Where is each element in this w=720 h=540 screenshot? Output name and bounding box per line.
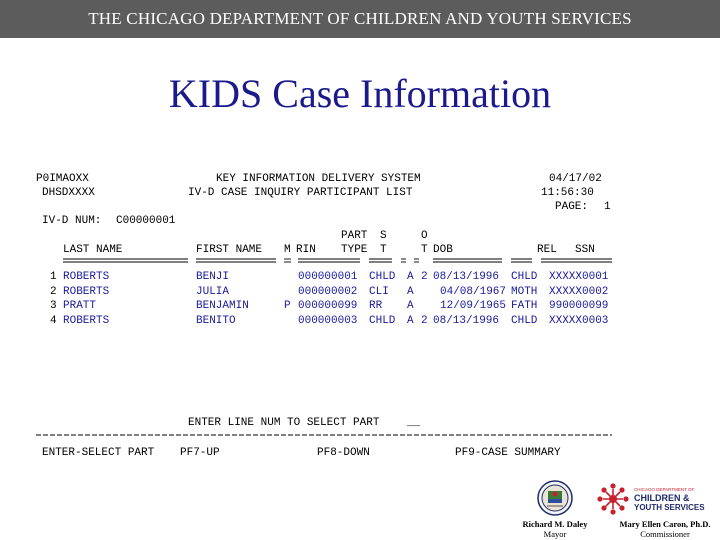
col-rin: RIN: [296, 244, 316, 256]
row-3-type: RR: [369, 300, 383, 312]
divider-line: [0, 432, 720, 438]
row-3-rin: 000000099: [298, 300, 358, 312]
dcys-wordmark-line2: CHILDREN &: [634, 493, 690, 503]
program-id: P0IMAOXX: [36, 173, 89, 185]
row-4-last[interactable]: ROBERTS: [63, 315, 110, 327]
row-3-rel: FATH: [511, 300, 538, 312]
col-last-name: LAST NAME: [63, 244, 123, 256]
fkey-pf8-down[interactable]: PF8-DOWN: [317, 447, 370, 459]
dcys-logo: [593, 482, 633, 521]
mayor-title: Mayor: [543, 529, 567, 539]
col-type: TYPE: [341, 244, 368, 256]
mayor-name: Richard M. Daley: [522, 519, 588, 529]
dcys-wordmark: [634, 487, 718, 513]
col-m: M: [284, 244, 291, 256]
col-o-top: O: [421, 230, 428, 242]
row-1-last[interactable]: ROBERTS: [63, 271, 110, 283]
row-1-rin: 000000001: [298, 271, 358, 283]
row-1-first: BENJI: [196, 271, 230, 283]
city-seal-logo: [537, 480, 573, 521]
page-title: KIDS Case Information: [168, 71, 552, 116]
row-4-rin: 000000003: [298, 315, 358, 327]
commissioner-caption: [612, 519, 718, 539]
row-1-dob: 08/13/1996: [433, 271, 500, 283]
mayor-caption: [505, 519, 605, 539]
row-4-s: A: [407, 315, 414, 327]
row-2-type: CLI: [369, 286, 389, 298]
screen-date: 04/17/02: [549, 173, 602, 185]
row-1-ssn: XXXXX0001: [549, 271, 609, 283]
page-number: 1: [604, 201, 611, 213]
terminal-id: DHSDXXXX: [42, 187, 95, 199]
row-1-type: CHLD: [369, 271, 396, 283]
row-1-s: A: [407, 271, 414, 283]
banner-title: THE CHICAGO DEPARTMENT OF CHILDREN AND YOUTH SERVICES: [88, 9, 632, 28]
col-first-name: FIRST NAME: [196, 244, 263, 256]
row-4-num: 4: [50, 315, 57, 327]
col-t1: T: [380, 244, 387, 256]
row-4-dob: 08/13/1996: [433, 315, 500, 327]
row-4-rel: CHLD: [511, 315, 538, 327]
row-1-o: 2: [421, 271, 428, 283]
row-3-s: A: [407, 300, 414, 312]
col-dob: DOB: [433, 244, 453, 256]
col-rel: REL: [537, 244, 557, 256]
row-2-last[interactable]: ROBERTS: [63, 286, 110, 298]
screen-title: IV-D CASE INQUIRY PARTICIPANT LIST: [188, 187, 413, 199]
row-3-first: BENJAMIN: [196, 300, 249, 312]
row-4-ssn: XXXXX0003: [549, 315, 609, 327]
row-2-num: 2: [50, 286, 57, 298]
row-2-rel: MOTH: [511, 286, 538, 298]
fkey-pf9-case-summary[interactable]: PF9-CASE SUMMARY: [455, 447, 561, 459]
row-1-num: 1: [50, 271, 57, 283]
col-ssn: SSN: [575, 244, 595, 256]
dcys-wordmark-line1: CHICAGO DEPARTMENT OF: [634, 487, 695, 492]
col-t2: T: [421, 244, 428, 256]
select-prompt: ENTER LINE NUM TO SELECT PART: [188, 417, 380, 429]
fkey-enter-select[interactable]: ENTER-SELECT PART: [42, 447, 155, 459]
screen-time: 11:56:30: [541, 187, 594, 199]
row-2-rin: 000000002: [298, 286, 358, 298]
ivd-num-label: IV-D NUM:: [42, 215, 102, 227]
commissioner-title: Commissioner: [640, 529, 690, 539]
row-2-s: A: [407, 286, 414, 298]
row-4-first: BENITO: [196, 315, 236, 327]
row-4-type: CHLD: [369, 315, 396, 327]
select-part-input[interactable]: __: [407, 417, 421, 429]
row-2-dob: 04/08/1967: [440, 286, 507, 298]
row-2-ssn: XXXXX0002: [549, 286, 609, 298]
commissioner-name: Mary Ellen Caron, Ph.D.: [619, 519, 711, 529]
row-3-last[interactable]: PRATT: [63, 300, 97, 312]
col-s-top: S: [380, 230, 387, 242]
fkey-pf7-up[interactable]: PF7-UP: [180, 447, 220, 459]
ivd-num-value: C00000001: [116, 215, 176, 227]
row-3-ssn: 990000099: [549, 300, 609, 312]
row-4-o: 2: [421, 315, 428, 327]
row-3-dob: 12/09/1965: [440, 300, 507, 312]
header-underline: [0, 256, 720, 266]
row-2-first: JULIA: [196, 286, 230, 298]
col-part-top: PART: [341, 230, 368, 242]
row-1-rel: CHLD: [511, 271, 538, 283]
dcys-wordmark-line3: YOUTH SERVICES: [634, 503, 705, 512]
top-banner: [0, 0, 720, 38]
row-3-m: P: [284, 300, 291, 312]
system-name: KEY INFORMATION DELIVERY SYSTEM: [216, 173, 421, 185]
row-3-num: 3: [50, 300, 57, 312]
page-label: PAGE:: [555, 201, 589, 213]
